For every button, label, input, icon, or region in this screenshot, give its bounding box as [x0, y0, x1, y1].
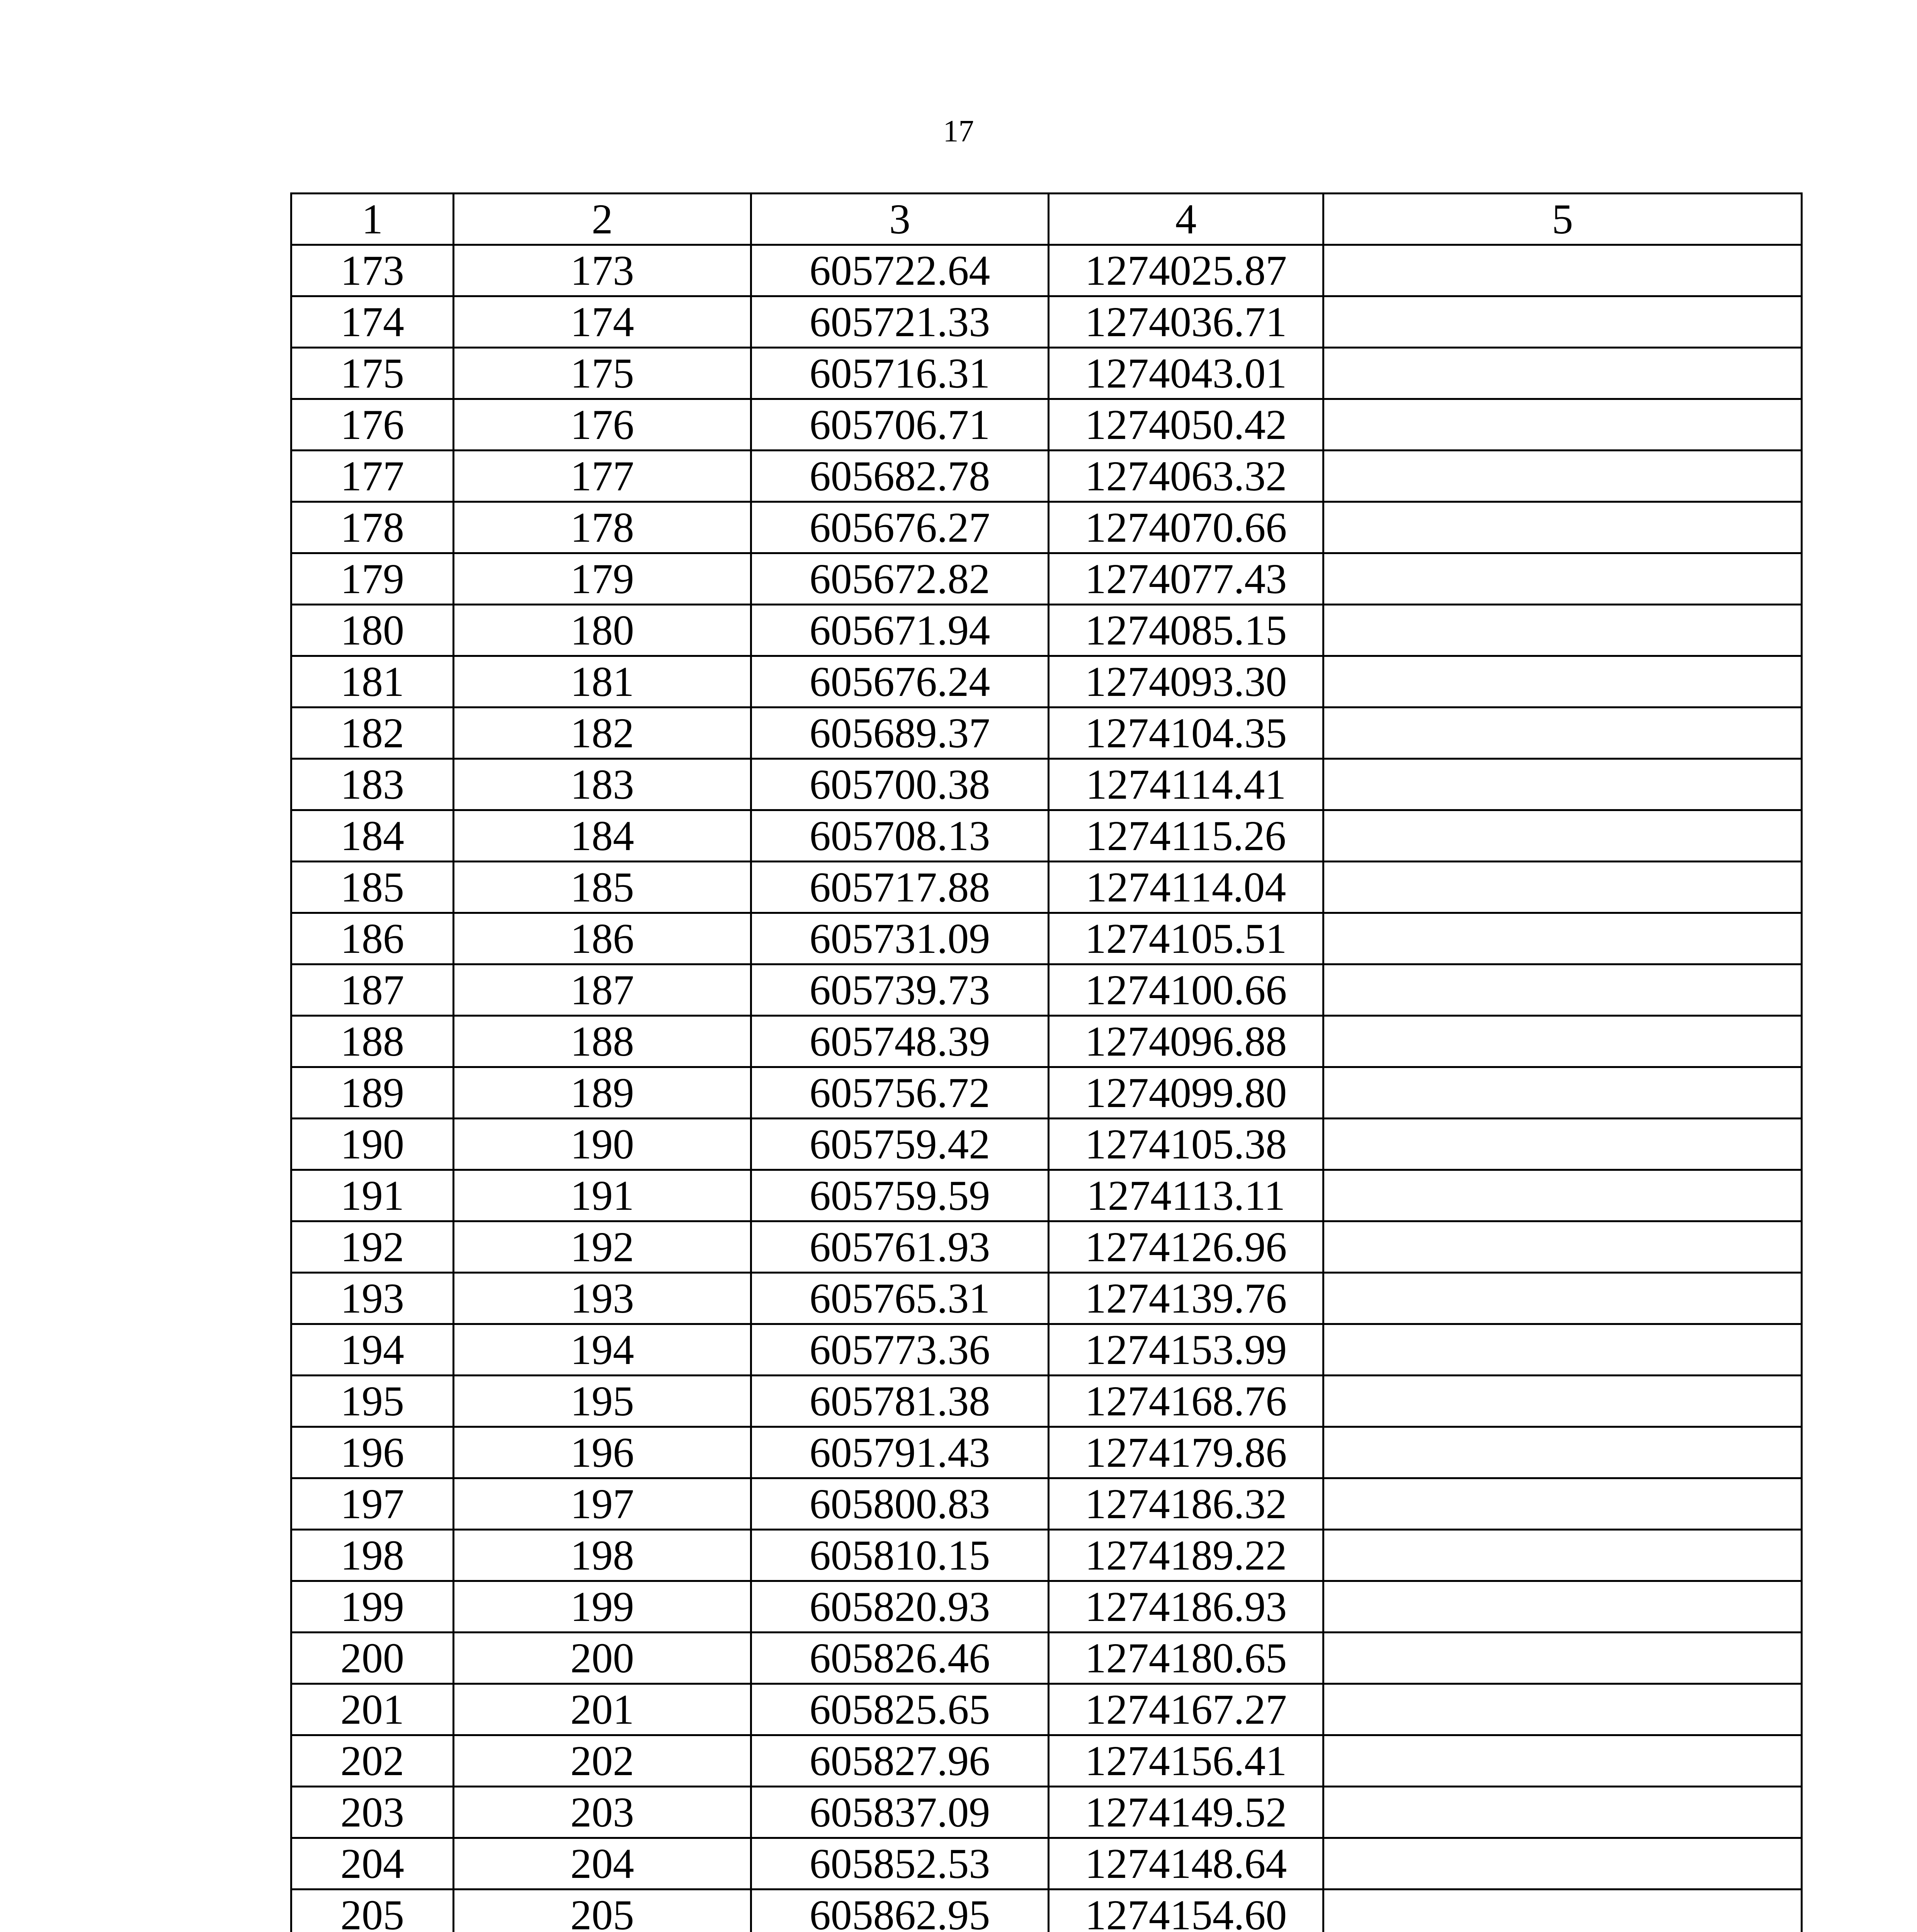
table-cell-col-4: 1274113.11 [1049, 1170, 1323, 1221]
table-cell-col-1: 191 [291, 1170, 454, 1221]
table-cell-col-1: 189 [291, 1067, 454, 1119]
table-row [291, 1119, 1802, 1170]
table-cell-col-4: 1274180.65 [1049, 1633, 1323, 1684]
table-cell-col-1: 184 [291, 810, 454, 862]
table-cell-col-3: 605773.36 [751, 1324, 1049, 1376]
table-cell-col-1: 197 [291, 1478, 454, 1530]
table-cell-col-1: 205 [291, 1889, 454, 1932]
table-cell-col-1: 176 [291, 399, 454, 451]
table-cell-col-3: 605672.82 [751, 553, 1049, 605]
table-cell-col-4: 1274050.42 [1049, 399, 1323, 451]
table-cell-col-4: 1274063.32 [1049, 451, 1323, 502]
table-cell-col-2: 184 [454, 810, 751, 862]
table-cell-col-4: 1274126.96 [1049, 1221, 1323, 1273]
table-cell-col-4: 1274148.64 [1049, 1838, 1323, 1889]
table-cell-col-2: 178 [454, 502, 751, 553]
table-cell-col-5 [1323, 1581, 1802, 1633]
table-cell-col-2: 191 [454, 1170, 751, 1221]
table-cell-col-3: 605676.27 [751, 502, 1049, 553]
table-cell-col-5 [1323, 1684, 1802, 1735]
table-cell-col-5 [1323, 502, 1802, 553]
table-cell-col-5 [1323, 810, 1802, 862]
table-row [291, 707, 1802, 759]
table-cell-col-5 [1323, 399, 1802, 451]
table-cell-col-3: 605826.46 [751, 1633, 1049, 1684]
table-cell-col-1: 193 [291, 1273, 454, 1324]
table-cell-col-5 [1323, 913, 1802, 964]
table-cell-col-5 [1323, 1530, 1802, 1581]
table-cell-col-3: 605761.93 [751, 1221, 1049, 1273]
table-row [291, 1735, 1802, 1787]
table-row [291, 245, 1802, 296]
table-row [291, 1581, 1802, 1633]
table-cell-col-2: 185 [454, 862, 751, 913]
table-row [291, 1324, 1802, 1376]
table-cell-col-5 [1323, 1221, 1802, 1273]
table-cell-col-5 [1323, 1838, 1802, 1889]
table-cell-col-2: 205 [454, 1889, 751, 1932]
table-cell-col-3: 605810.15 [751, 1530, 1049, 1581]
table-cell-col-1: 200 [291, 1633, 454, 1684]
table-cell-col-2: 197 [454, 1478, 751, 1530]
table-row [291, 1889, 1802, 1932]
table-cell-col-4: 1274153.99 [1049, 1324, 1323, 1376]
table-cell-col-1: 186 [291, 913, 454, 964]
table-cell-col-4: 1274099.80 [1049, 1067, 1323, 1119]
table-cell-col-5 [1323, 707, 1802, 759]
table-cell-col-3: 605759.42 [751, 1119, 1049, 1170]
table-cell-col-3: 605827.96 [751, 1735, 1049, 1787]
table-cell-col-5 [1323, 245, 1802, 296]
table-cell-col-5 [1323, 1170, 1802, 1221]
table-cell-col-3: 605852.53 [751, 1838, 1049, 1889]
table-cell-col-3: 605800.83 [751, 1478, 1049, 1530]
table-cell-col-3: 605716.31 [751, 348, 1049, 399]
table-cell-col-2: 193 [454, 1273, 751, 1324]
table-cell-col-3: 605825.65 [751, 1684, 1049, 1735]
table-row [291, 348, 1802, 399]
table-cell-col-2: 188 [454, 1016, 751, 1067]
table-cell-col-4: 1274043.01 [1049, 348, 1323, 399]
table-cell-col-3: 605700.38 [751, 759, 1049, 810]
table-cell-col-2: 180 [454, 605, 751, 656]
table-cell-col-4: 1274114.41 [1049, 759, 1323, 810]
table-cell-col-2: 194 [454, 1324, 751, 1376]
table-cell-col-1: 181 [291, 656, 454, 707]
table-cell-col-5 [1323, 1067, 1802, 1119]
table-cell-col-1: 196 [291, 1427, 454, 1478]
table-cell-col-1: 190 [291, 1119, 454, 1170]
table-cell-col-2: 176 [454, 399, 751, 451]
table-cell-col-5 [1323, 656, 1802, 707]
table-row [291, 1170, 1802, 1221]
table-cell-col-3: 605676.24 [751, 656, 1049, 707]
table-row [291, 451, 1802, 502]
table-cell-col-3: 605721.33 [751, 296, 1049, 348]
table-cell-col-5 [1323, 296, 1802, 348]
table-cell-col-3: 605739.73 [751, 964, 1049, 1016]
table-cell-col-1: 202 [291, 1735, 454, 1787]
table-cell-col-3: 605706.71 [751, 399, 1049, 451]
table-cell-col-1: 179 [291, 553, 454, 605]
table-cell-col-1: 188 [291, 1016, 454, 1067]
table-cell-col-4: 1274036.71 [1049, 296, 1323, 348]
table-cell-col-2: 198 [454, 1530, 751, 1581]
table-row [291, 1273, 1802, 1324]
table-cell-col-5 [1323, 1119, 1802, 1170]
table-cell-col-3: 605781.38 [751, 1376, 1049, 1427]
table-row [291, 1633, 1802, 1684]
table-cell-col-4: 1274114.04 [1049, 862, 1323, 913]
table-cell-col-1: 204 [291, 1838, 454, 1889]
table-cell-col-1: 185 [291, 862, 454, 913]
table-row [291, 1427, 1802, 1478]
table-row [291, 1376, 1802, 1427]
table-row [291, 1221, 1802, 1273]
table-cell-col-2: 196 [454, 1427, 751, 1478]
table-cell-col-2: 192 [454, 1221, 751, 1273]
table-cell-col-4: 1274070.66 [1049, 502, 1323, 553]
table-row [291, 1067, 1802, 1119]
table-row [291, 656, 1802, 707]
table-cell-col-2: 173 [454, 245, 751, 296]
table-cell-col-1: 198 [291, 1530, 454, 1581]
table-cell-col-5 [1323, 1735, 1802, 1787]
table-cell-col-4: 1274093.30 [1049, 656, 1323, 707]
table-cell-col-1: 187 [291, 964, 454, 1016]
table-cell-col-3: 605689.37 [751, 707, 1049, 759]
column-header-1: 1 [291, 194, 454, 245]
table-row [291, 502, 1802, 553]
table-cell-col-3: 605765.31 [751, 1273, 1049, 1324]
table-cell-col-3: 605759.59 [751, 1170, 1049, 1221]
table-cell-col-5 [1323, 964, 1802, 1016]
table-cell-col-2: 190 [454, 1119, 751, 1170]
table-cell-col-1: 201 [291, 1684, 454, 1735]
page-number: 17 [943, 114, 974, 148]
table-body [291, 245, 1802, 1932]
table-cell-col-2: 189 [454, 1067, 751, 1119]
table-cell-col-3: 605791.43 [751, 1427, 1049, 1478]
table-cell-col-2: 187 [454, 964, 751, 1016]
table-cell-col-1: 199 [291, 1581, 454, 1633]
table-cell-col-2: 195 [454, 1376, 751, 1427]
table-row [291, 296, 1802, 348]
table-cell-col-2: 179 [454, 553, 751, 605]
table-cell-col-3: 605756.72 [751, 1067, 1049, 1119]
table-cell-col-5 [1323, 1273, 1802, 1324]
table-cell-col-2: 199 [454, 1581, 751, 1633]
table-header [291, 194, 1802, 245]
table-cell-col-2: 181 [454, 656, 751, 707]
table-cell-col-4: 1274189.22 [1049, 1530, 1323, 1581]
table-cell-col-5 [1323, 862, 1802, 913]
table-cell-col-1: 192 [291, 1221, 454, 1273]
table-cell-col-4: 1274077.43 [1049, 553, 1323, 605]
table-cell-col-1: 194 [291, 1324, 454, 1376]
table-cell-col-5 [1323, 605, 1802, 656]
column-header-5: 5 [1323, 194, 1802, 245]
table-cell-col-1: 182 [291, 707, 454, 759]
table-cell-col-1: 195 [291, 1376, 454, 1427]
table-row [291, 1787, 1802, 1838]
table-row [291, 1016, 1802, 1067]
table-cell-col-3: 605748.39 [751, 1016, 1049, 1067]
table-cell-col-4: 1274105.51 [1049, 913, 1323, 964]
table-cell-col-1: 183 [291, 759, 454, 810]
table-cell-col-3: 605682.78 [751, 451, 1049, 502]
table-cell-col-5 [1323, 1478, 1802, 1530]
table-row [291, 913, 1802, 964]
table-row [291, 1530, 1802, 1581]
table-cell-col-2: 186 [454, 913, 751, 964]
table-cell-col-5 [1323, 1889, 1802, 1932]
table-cell-col-4: 1274186.32 [1049, 1478, 1323, 1530]
table-row [291, 1838, 1802, 1889]
table-cell-col-2: 202 [454, 1735, 751, 1787]
table-cell-col-2: 177 [454, 451, 751, 502]
table-cell-col-1: 178 [291, 502, 454, 553]
table-cell-col-5 [1323, 1016, 1802, 1067]
table-cell-col-5 [1323, 1787, 1802, 1838]
column-header-2: 2 [454, 194, 751, 245]
table-row [291, 1684, 1802, 1735]
table-row [291, 553, 1802, 605]
table-row [291, 862, 1802, 913]
table-cell-col-4: 1274096.88 [1049, 1016, 1323, 1067]
table-cell-col-1: 177 [291, 451, 454, 502]
table-cell-col-2: 201 [454, 1684, 751, 1735]
table-cell-col-1: 180 [291, 605, 454, 656]
coordinates-table [290, 192, 1803, 1932]
table-cell-col-5 [1323, 1376, 1802, 1427]
table-cell-col-1: 174 [291, 296, 454, 348]
table-cell-col-3: 605731.09 [751, 913, 1049, 964]
table-cell-col-5 [1323, 348, 1802, 399]
table-cell-col-4: 1274168.76 [1049, 1376, 1323, 1427]
table-cell-col-2: 175 [454, 348, 751, 399]
table-cell-col-2: 174 [454, 296, 751, 348]
column-header-4: 4 [1049, 194, 1323, 245]
table-row [291, 399, 1802, 451]
table-cell-col-4: 1274154.60 [1049, 1889, 1323, 1932]
table-cell-col-3: 605862.95 [751, 1889, 1049, 1932]
table-row [291, 605, 1802, 656]
table-cell-col-3: 605820.93 [751, 1581, 1049, 1633]
table-cell-col-1: 175 [291, 348, 454, 399]
table-cell-col-5 [1323, 553, 1802, 605]
table-cell-col-4: 1274100.66 [1049, 964, 1323, 1016]
table-cell-col-5 [1323, 1324, 1802, 1376]
table-cell-col-1: 203 [291, 1787, 454, 1838]
table-row [291, 1478, 1802, 1530]
table-cell-col-2: 200 [454, 1633, 751, 1684]
table-cell-col-3: 605708.13 [751, 810, 1049, 862]
table-cell-col-4: 1274139.76 [1049, 1273, 1323, 1324]
table-cell-col-4: 1274104.35 [1049, 707, 1323, 759]
table-cell-col-4: 1274156.41 [1049, 1735, 1323, 1787]
table-cell-col-4: 1274149.52 [1049, 1787, 1323, 1838]
table-cell-col-4: 1274115.26 [1049, 810, 1323, 862]
table-cell-col-1: 173 [291, 245, 454, 296]
table-row [291, 810, 1802, 862]
table-cell-col-4: 1274167.27 [1049, 1684, 1323, 1735]
table-cell-col-3: 605717.88 [751, 862, 1049, 913]
table-cell-col-5 [1323, 1633, 1802, 1684]
table-cell-col-3: 605722.64 [751, 245, 1049, 296]
table-cell-col-3: 605837.09 [751, 1787, 1049, 1838]
table-cell-col-4: 1274105.38 [1049, 1119, 1323, 1170]
table-row [291, 964, 1802, 1016]
table-cell-col-3: 605671.94 [751, 605, 1049, 656]
table-cell-col-4: 1274179.86 [1049, 1427, 1323, 1478]
table-cell-col-4: 1274085.15 [1049, 605, 1323, 656]
table-cell-col-4: 1274186.93 [1049, 1581, 1323, 1633]
table-cell-col-2: 183 [454, 759, 751, 810]
table-cell-col-5 [1323, 759, 1802, 810]
table-cell-col-2: 182 [454, 707, 751, 759]
column-header-3: 3 [751, 194, 1049, 245]
table-cell-col-2: 203 [454, 1787, 751, 1838]
table-cell-col-5 [1323, 1427, 1802, 1478]
table-cell-col-2: 204 [454, 1838, 751, 1889]
header-row [291, 194, 1802, 245]
table-cell-col-4: 1274025.87 [1049, 245, 1323, 296]
table-cell-col-5 [1323, 451, 1802, 502]
table-row [291, 759, 1802, 810]
